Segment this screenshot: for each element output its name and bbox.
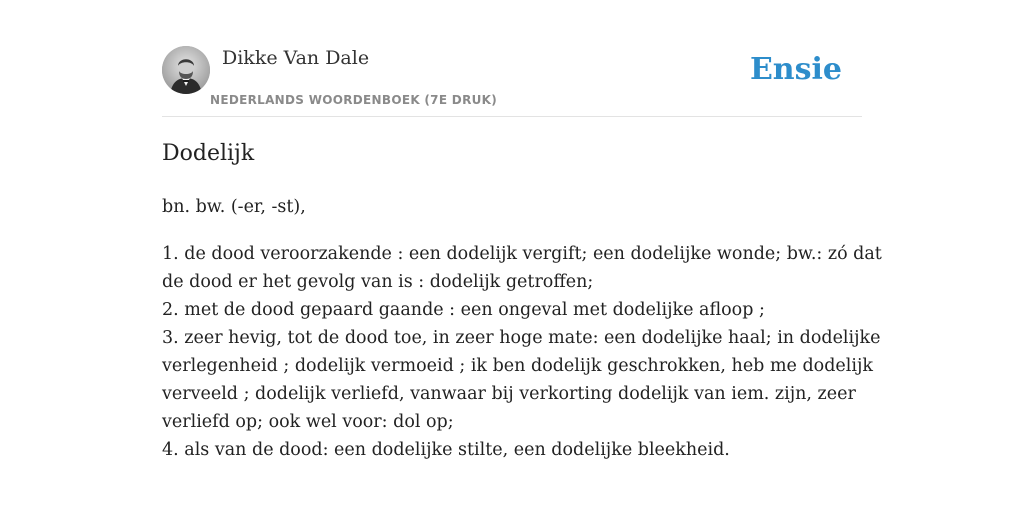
definition-line: verlegenheid ; dodelijk vermoeid ; ik ben dodelijk geschrokken, heb me dodelijk (162, 356, 873, 376)
header (162, 0, 862, 117)
ensie-logo[interactable]: Ensie (749, 52, 842, 87)
author-name[interactable]: Dikke Van Dale (222, 47, 370, 69)
definitions (162, 240, 882, 464)
definition-line: 3. zeer hevig, tot de dood toe, in zeer hoge mate: een dodelijke haal; in dodelijke (162, 328, 881, 348)
grammar-info: bn. bw. (-er, -st), (162, 197, 306, 217)
definition-line: 4. als van de dood: een dodelijke stilte, een dodelijke bleekheid. (162, 440, 730, 460)
entry-card (162, 0, 882, 512)
definition-line: 1. de dood veroorzakende : een dodelijk vergift; een dodelijke wonde; bw.: zó dat (162, 244, 882, 264)
author-avatar[interactable] (162, 46, 210, 94)
definition-line: de dood er het gevolg van is : dodelijk getroffen; (162, 272, 594, 292)
portrait-image (162, 46, 210, 94)
definition-line: verveeld ; dodelijk verliefd, vanwaar bij verkorting dodelijk van iem. zijn, zeer (162, 384, 856, 404)
definition-line: 2. met de dood gepaard gaande : een ongeval met dodelijke afloop ; (162, 300, 765, 320)
source-label[interactable]: NEDERLANDS WOORDENBOEK (7E DRUK) (210, 93, 498, 107)
definition-line: verliefd op; ook wel voor: dol op; (162, 412, 454, 432)
entry-title: Dodelijk (162, 141, 255, 166)
